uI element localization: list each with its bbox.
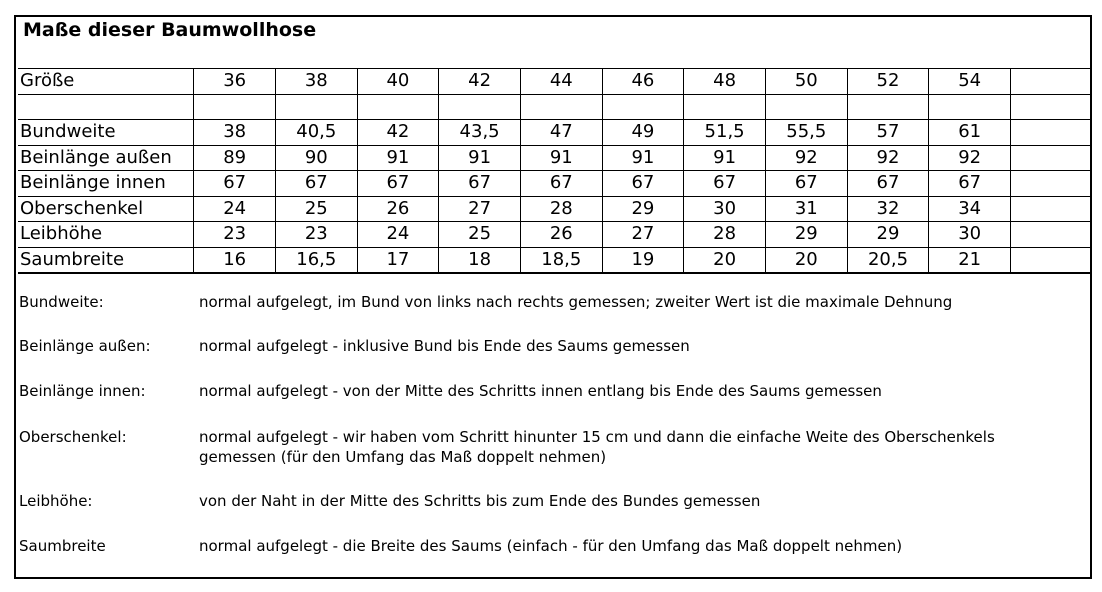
value-cell: 29 <box>602 196 684 222</box>
row-label: Saumbreite <box>18 247 194 273</box>
value-cell: 18,5 <box>520 247 602 273</box>
value-cell: 92 <box>929 145 1011 171</box>
table-row <box>18 145 1090 171</box>
empty-cell <box>929 94 1011 120</box>
value-cell: 25 <box>439 222 521 248</box>
value-cell: 27 <box>439 196 521 222</box>
size-header-row <box>18 69 1090 95</box>
value-cell: 61 <box>929 120 1011 146</box>
size-header-cell: 50 <box>765 69 847 95</box>
value-cell: 49 <box>602 120 684 146</box>
empty-cell <box>1010 196 1090 222</box>
value-cell: 26 <box>357 196 439 222</box>
empty-cell <box>439 94 521 120</box>
row-label: Beinlänge außen <box>18 145 194 171</box>
size-header-label: Größe <box>18 69 194 95</box>
value-cell: 16 <box>194 247 276 273</box>
size-header-cell: 46 <box>602 69 684 95</box>
empty-cell <box>18 94 194 120</box>
value-cell: 20,5 <box>847 247 929 273</box>
value-cell: 67 <box>929 171 1011 197</box>
note-description: normal aufgelegt - von der Mitte des Schritts innen entlang bis Ende des Saums gemessen <box>199 382 882 400</box>
size-header-cell: 40 <box>357 69 439 95</box>
value-cell: 67 <box>439 171 521 197</box>
size-header-cell: 52 <box>847 69 929 95</box>
value-cell: 29 <box>847 222 929 248</box>
size-header-cell: 54 <box>929 69 1011 95</box>
note-term: Beinlänge außen: <box>19 337 151 355</box>
value-cell: 18 <box>439 247 521 273</box>
value-cell: 26 <box>520 222 602 248</box>
size-table <box>18 68 1090 274</box>
value-cell: 67 <box>520 171 602 197</box>
value-cell: 43,5 <box>439 120 521 146</box>
value-cell: 24 <box>194 196 276 222</box>
empty-cell <box>520 94 602 120</box>
note-term: Leibhöhe: <box>19 492 93 510</box>
empty-cell <box>1010 120 1090 146</box>
table-row <box>18 196 1090 222</box>
note-term: Oberschenkel: <box>19 428 127 446</box>
empty-cell <box>1010 171 1090 197</box>
note-description: von der Naht in der Mitte des Schritts bis zum Ende des Bundes gemessen <box>199 492 761 510</box>
table-row <box>18 120 1090 146</box>
value-cell: 21 <box>929 247 1011 273</box>
empty-cell <box>357 94 439 120</box>
empty-cell <box>684 94 766 120</box>
value-cell: 91 <box>520 145 602 171</box>
value-cell: 28 <box>684 222 766 248</box>
value-cell: 91 <box>439 145 521 171</box>
value-cell: 30 <box>929 222 1011 248</box>
value-cell: 23 <box>194 222 276 248</box>
empty-cell <box>1010 69 1090 95</box>
value-cell: 57 <box>847 120 929 146</box>
value-cell: 32 <box>847 196 929 222</box>
value-cell: 27 <box>602 222 684 248</box>
size-header-cell: 44 <box>520 69 602 95</box>
note-description: normal aufgelegt - die Breite des Saums (einfach - für den Umfang das Maß doppelt nehmen) <box>199 537 903 555</box>
size-header-cell: 42 <box>439 69 521 95</box>
value-cell: 55,5 <box>765 120 847 146</box>
note-description: normal aufgelegt, im Bund von links nach rechts gemessen; zweiter Wert ist die maximale Dehnung <box>199 293 953 311</box>
value-cell: 51,5 <box>684 120 766 146</box>
table-row <box>18 171 1090 197</box>
spacer-row <box>18 94 1090 120</box>
value-cell: 67 <box>357 171 439 197</box>
size-header-cell: 36 <box>194 69 276 95</box>
value-cell: 20 <box>765 247 847 273</box>
size-chart-sheet <box>14 15 1092 579</box>
value-cell: 16,5 <box>275 247 357 273</box>
value-cell: 24 <box>357 222 439 248</box>
value-cell: 30 <box>684 196 766 222</box>
value-cell: 67 <box>765 171 847 197</box>
value-cell: 89 <box>194 145 276 171</box>
value-cell: 17 <box>357 247 439 273</box>
empty-cell <box>194 94 276 120</box>
empty-cell <box>602 94 684 120</box>
chart-title: Maße dieser Baumwollhose <box>23 19 317 41</box>
note-term: Beinlänge innen: <box>19 382 146 400</box>
table-row <box>18 222 1090 248</box>
value-cell: 25 <box>275 196 357 222</box>
value-cell: 34 <box>929 196 1011 222</box>
empty-cell <box>765 94 847 120</box>
empty-cell <box>1010 145 1090 171</box>
empty-cell <box>1010 222 1090 248</box>
value-cell: 42 <box>357 120 439 146</box>
value-cell: 67 <box>194 171 276 197</box>
value-cell: 67 <box>684 171 766 197</box>
empty-cell <box>847 94 929 120</box>
note-description: normal aufgelegt - wir haben vom Schritt hinunter 15 cm und dann die einfache Weite des Oberschenkels gemessen (für den Umfang das Maß doppelt nehmen) <box>199 428 995 466</box>
row-label: Leibhöhe <box>18 222 194 248</box>
empty-cell <box>1010 247 1090 273</box>
value-cell: 67 <box>847 171 929 197</box>
value-cell: 38 <box>194 120 276 146</box>
value-cell: 40,5 <box>275 120 357 146</box>
row-label: Beinlänge innen <box>18 171 194 197</box>
note-term: Bundweite: <box>19 293 104 311</box>
note-description: normal aufgelegt - inklusive Bund bis Ende des Saums gemessen <box>199 337 690 355</box>
value-cell: 91 <box>602 145 684 171</box>
value-cell: 23 <box>275 222 357 248</box>
value-cell: 19 <box>602 247 684 273</box>
empty-cell <box>275 94 357 120</box>
row-label: Oberschenkel <box>18 196 194 222</box>
size-header-cell: 48 <box>684 69 766 95</box>
value-cell: 90 <box>275 145 357 171</box>
row-label: Bundweite <box>18 120 194 146</box>
table-row <box>18 247 1090 273</box>
value-cell: 92 <box>765 145 847 171</box>
size-header-cell: 38 <box>275 69 357 95</box>
value-cell: 31 <box>765 196 847 222</box>
value-cell: 91 <box>357 145 439 171</box>
value-cell: 67 <box>275 171 357 197</box>
value-cell: 67 <box>602 171 684 197</box>
value-cell: 92 <box>847 145 929 171</box>
value-cell: 91 <box>684 145 766 171</box>
value-cell: 47 <box>520 120 602 146</box>
empty-cell <box>1010 94 1090 120</box>
value-cell: 28 <box>520 196 602 222</box>
value-cell: 29 <box>765 222 847 248</box>
value-cell: 20 <box>684 247 766 273</box>
note-term: Saumbreite <box>19 537 106 555</box>
